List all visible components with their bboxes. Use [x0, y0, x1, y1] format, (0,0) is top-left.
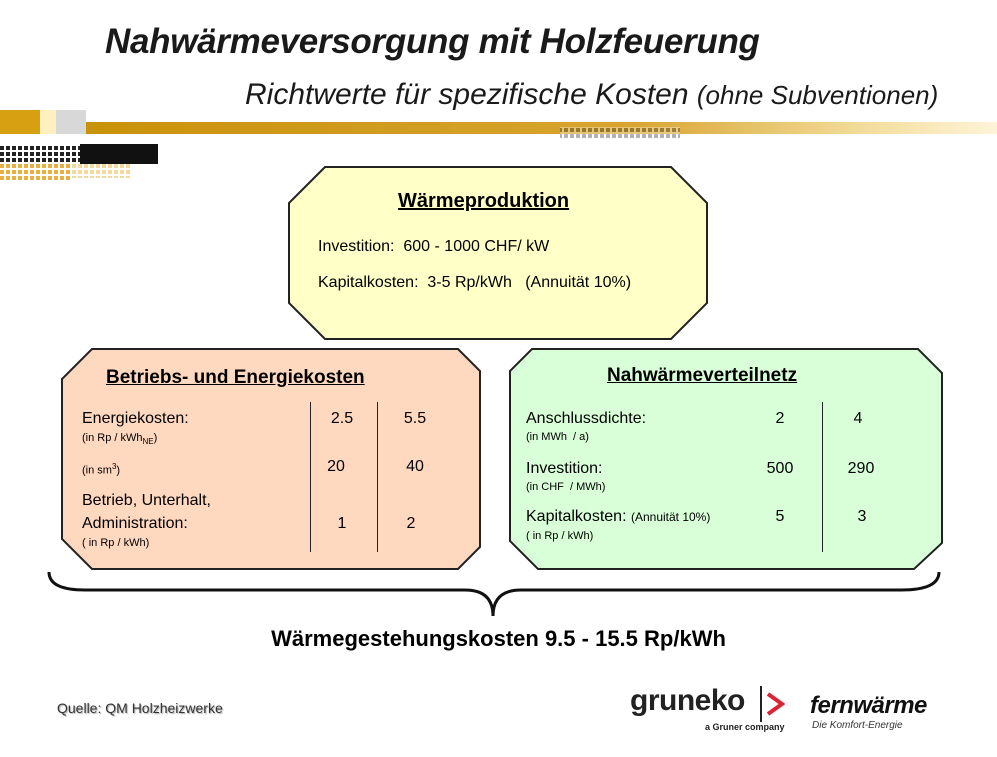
total-cost: Wärmegestehungskosten 9.5 - 15.5 Rp/kWh — [271, 626, 726, 651]
energiekosten-unit-sub: NE — [142, 437, 154, 447]
kapital-unit: ( in Rp / kWh) — [526, 530, 594, 542]
page-subtitle — [245, 78, 938, 112]
kapital-value-2: 3 — [857, 508, 867, 525]
energiekosten-value-1: 2.5 — [330, 410, 354, 427]
betrieb-divider-1 — [310, 402, 311, 552]
invest-label: Investition: — [526, 460, 603, 477]
betrieb-label-2: Administration: — [82, 515, 188, 532]
fernwaerme-tagline: Die Komfort-Energie — [812, 720, 903, 731]
invest-unit: (in CHF / MWh) — [526, 481, 606, 493]
anschluss-label: Anschlussdichte: — [526, 410, 647, 427]
betrieb-label-1: Betrieb, Unterhalt, — [82, 492, 211, 509]
invest-value-2: 290 — [847, 460, 875, 477]
sm3-unit — [82, 462, 120, 477]
netz-header: Nahwärmeverteilnetz — [607, 365, 798, 386]
waermeproduktion-header: Wärmeproduktion — [398, 190, 570, 212]
kapital-note: (Annuität 10%) — [630, 510, 711, 524]
gruneko-tagline: a Gruner company — [705, 722, 785, 732]
sm3-unit-pre: (in sm — [82, 464, 112, 477]
curly-brace — [45, 568, 945, 620]
fernwaerme-logo-text: fernwärme — [810, 692, 927, 719]
waermeproduktion-kapitalkosten: Kapitalkosten: 3-5 Rp/kWh (Annuität 10%) — [318, 274, 632, 291]
sm3-unit-sup: 3 — [111, 462, 117, 471]
invest-value-1: 500 — [766, 460, 794, 477]
anschluss-value-1: 2 — [775, 410, 785, 427]
energiekosten-label: Energiekosten: — [82, 410, 189, 427]
subtitle-text: Richtwerte für spezifische Kosten — [245, 78, 689, 111]
gruneko-logo-text: gruneko — [630, 684, 745, 717]
kapital-label — [526, 508, 710, 526]
betrieb-divider-2 — [377, 402, 378, 552]
energiekosten-unit — [82, 432, 157, 446]
subtitle-paren: (ohne Subventionen) — [696, 80, 939, 110]
sm3-unit-post: ) — [116, 464, 121, 477]
anschluss-unit: (in MWh / a) — [526, 431, 589, 443]
energiekosten-value-2: 5.5 — [403, 410, 427, 427]
energiekosten-unit-post: ) — [153, 432, 158, 444]
betrieb-header: Betriebs- und Energiekosten — [106, 367, 365, 388]
gruneko-chevron-icon — [758, 686, 788, 722]
sm3-value-2: 40 — [406, 458, 424, 475]
waermeproduktion-investition: Investition: 600 - 1000 CHF/ kW — [318, 238, 550, 255]
gruneko-logo — [630, 684, 790, 734]
kapital-label-text: Kapitalkosten: — [526, 508, 627, 525]
fernwaerme-logo — [810, 692, 960, 732]
betrieb-unit: ( in Rp / kWh) — [82, 537, 150, 549]
anschluss-value-2: 4 — [853, 410, 863, 427]
page-title: Nahwärmeversorgung mit Holzfeuerung — [105, 22, 760, 61]
sm3-value-1: 20 — [327, 458, 345, 475]
source-note: Quelle: QM Holzheizwerke — [57, 700, 223, 716]
netz-divider-1 — [822, 402, 823, 552]
betrieb-value-2: 2 — [406, 515, 416, 532]
kapital-value-1: 5 — [775, 508, 785, 525]
energiekosten-unit-pre: (in Rp / kWh — [82, 432, 143, 444]
betrieb-value-1: 1 — [337, 515, 347, 532]
